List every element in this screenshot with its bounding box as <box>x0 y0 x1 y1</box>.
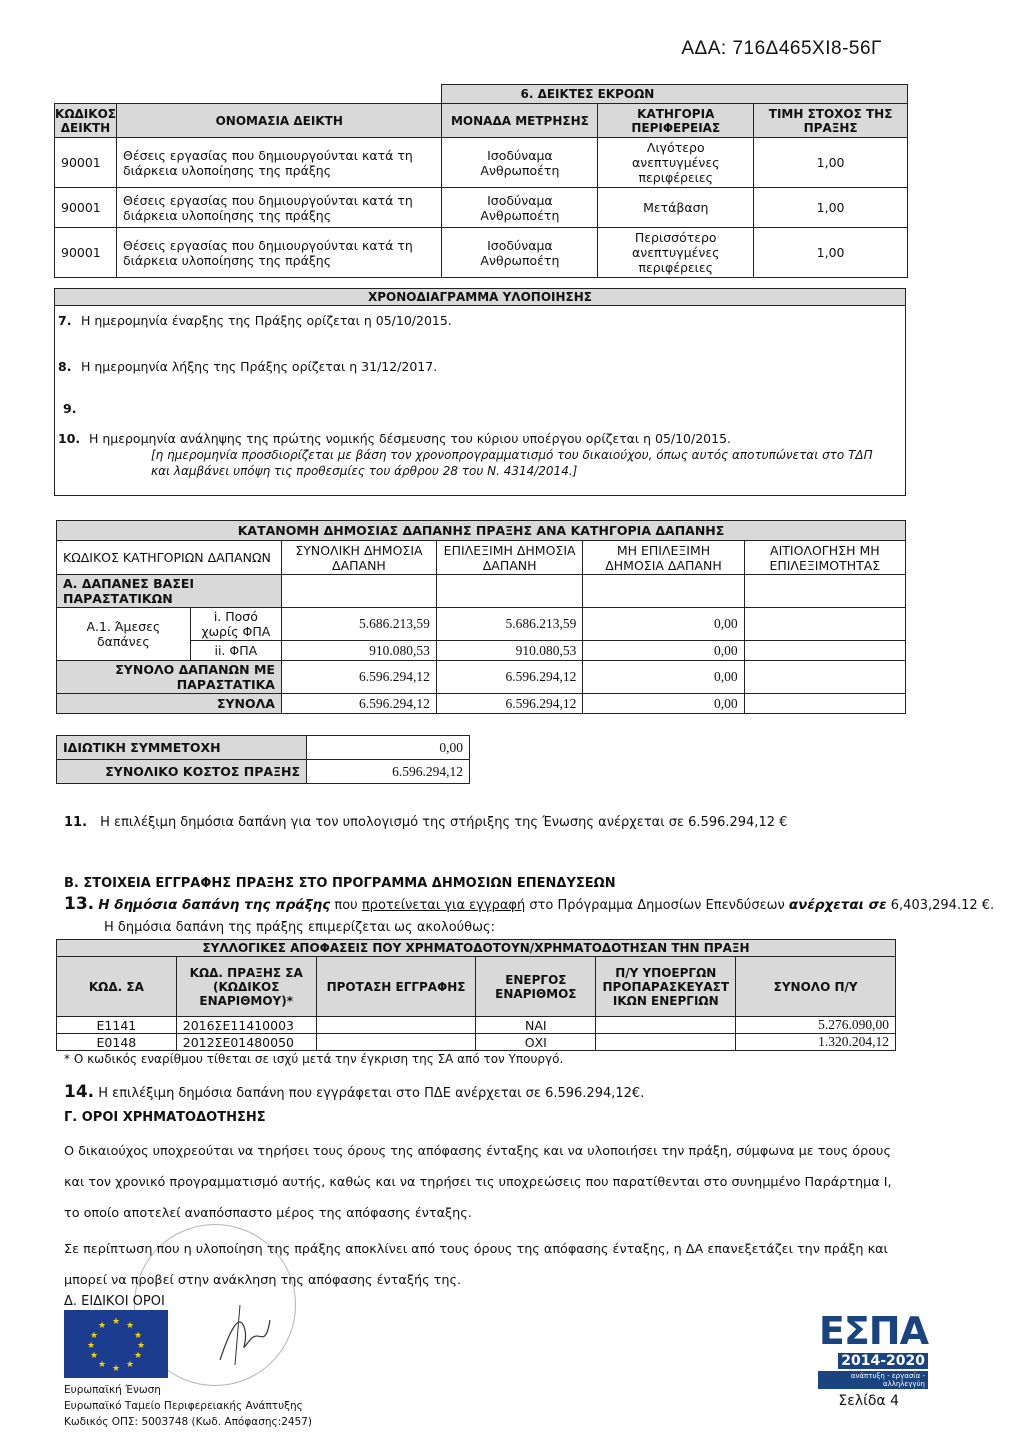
footer-ops-code: Κωδικός ΟΠΣ: 5003748 (Κωδ. Απόφασης:2457) <box>64 1416 313 1428</box>
item-13-rest: στο Πρόγραμμα Δημοσίων Επενδύσεων <box>529 898 785 913</box>
funding-active: ΟΧΙ <box>476 1034 596 1051</box>
footer-fund: Ευρωπαϊκό Ταμείο Περιφερειακής Ανάπτυξης <box>64 1400 303 1412</box>
header-code: ΚΩΔΙΚΟΣ ΔΕΙΚΤΗ <box>55 104 117 138</box>
item-13 <box>64 894 994 914</box>
funding-prep <box>596 1034 736 1051</box>
a1-label: Α.1. Άμεσες δαπάνες <box>57 608 191 661</box>
item-13-line2: Η δημόσια δαπάνη της πράξης επιμερίζεται ως ακολούθως: <box>104 920 496 935</box>
header-unit: ΜΟΝΑΔΑ ΜΕΤΡΗΣΗΣ <box>442 104 598 138</box>
item-number: 10. <box>58 431 81 446</box>
item-14-text: Η επιλέξιμη δημόσια δαπάνη που εγγράφεται στο ΠΔΕ ανέρχεται σε 6.596.294,12€. <box>98 1086 645 1101</box>
col-code: ΚΩΔΙΚΟΣ ΚΑΤΗΓΟΡΙΩΝ ΔΑΠΑΝΩΝ <box>57 541 282 575</box>
section-b-title: Β. ΣΤΟΙΧΕΙΑ ΕΓΓΡΑΦΗΣ ΠΡΑΞΗΣ ΣΤΟ ΠΡΟΓΡΑΜΜΑ ΔΗΜΟΣΙΩΝ ΕΠΕΝΔΥΣΕΩΝ <box>64 876 616 891</box>
funding-sa: Ε0148 <box>57 1034 177 1051</box>
item-number: 14. <box>64 1082 95 1102</box>
indicator-target: 1,00 <box>754 188 908 228</box>
funding-proposal <box>316 1034 476 1051</box>
sum-non: 0,00 <box>583 661 744 694</box>
section-c-title: Γ. ΟΡΟΙ ΧΡΗΜΑΤΟΔΟΤΗΣΗΣ <box>64 1110 266 1125</box>
indicator-name: Θέσεις εργασίας που δημιουργούνται κατά τη διάρκεια υλοποίησης της πράξης <box>116 138 442 188</box>
item-13-bold2: ανέρχεται σε <box>788 897 887 913</box>
header-proposal: ΠΡΟΤΑΣΗ ΕΓΓΡΑΦΗΣ <box>316 957 476 1017</box>
item-13-mid: που <box>334 898 358 913</box>
item-11-text: Η επιλέξιμη δημόσια δαπάνη για τον υπολογισμό της στήριξης της Ένωσης ανέρχεται σε 6.596.294,12 € <box>100 815 788 830</box>
sub-ii-non: 0,00 <box>583 641 744 661</box>
col-non-eligible: ΜΗ ΕΠΙΛΕΞΙΜΗ ΔΗΜΟΣΙΑ ΔΑΠΑΝΗ <box>583 541 744 575</box>
sub-i-eligible: 5.686.213,59 <box>436 608 582 641</box>
private-table <box>56 735 470 784</box>
funding-prep <box>596 1017 736 1034</box>
item-number: 13. <box>64 894 95 914</box>
indicator-category: Λιγότερο ανεπτυγμένες περιφέρειες <box>598 138 754 188</box>
funding-row <box>57 1034 896 1051</box>
header-category: ΚΑΤΗΓΟΡΙΑ ΠΕΡΙΦΕΡΕΙΑΣ <box>598 104 754 138</box>
funding-row <box>57 1017 896 1034</box>
signature-icon <box>210 1300 280 1370</box>
funding-code: 2012ΣΕ01480050 <box>176 1034 316 1051</box>
header-prep: Π/Υ ΥΠΟΕΡΓΩΝ ΠΡΟΠΑΡΑΣΚΕΥΑΣΤ ΙΚΩΝ ΕΝΕΡΓΙΩΝ <box>596 957 736 1017</box>
private-label: ΙΔΙΩΤΙΚΗ ΣΥΜΜΕΤΟΧΗ <box>57 736 307 760</box>
indicator-unit: Ισοδύναμα Ανθρωποέτη <box>442 138 598 188</box>
footer-eu-text <box>64 1382 312 1430</box>
indicator-unit: Ισοδύναμα Ανθρωποέτη <box>442 228 598 278</box>
sum-label: ΣΥΝΟΛΟ ΔΑΠΑΝΩΝ ΜΕ ΠΑΡΑΣΤΑΤΙΚΑ <box>57 661 282 694</box>
timeline-title: ΧΡΟΝΟΔΙΑΓΡΑΜΜΑ ΥΛΟΠΟΙΗΣΗΣ <box>55 289 905 306</box>
indicator-target: 1,00 <box>754 228 908 278</box>
funding-active: ΝΑΙ <box>476 1017 596 1034</box>
item-14 <box>64 1082 644 1102</box>
item-13-bold: Η δημόσια δαπάνη της πράξης <box>98 897 331 913</box>
timeline-item-8 <box>55 359 437 374</box>
indicator-unit: Ισοδύναμα Ανθρωποέτη <box>442 188 598 228</box>
espa-years: 2014-2020 <box>838 1353 928 1369</box>
col-total: ΣΥΝΟΛΙΚΗ ΔΗΜΟΣΙΑ ΔΑΠΑΝΗ <box>281 541 436 575</box>
col-justification: ΑΙΤΙΟΛΟΓΗΣΗ ΜΗ ΕΠΙΛΕΞΙΜΟΤΗΤΑΣ <box>744 541 905 575</box>
footer-eu: Ευρωπαϊκή Ένωση <box>64 1384 161 1396</box>
indicator-code: 90001 <box>55 228 117 278</box>
indicator-name: Θέσεις εργασίας που δημιουργούνται κατά τη διάρκεια υλοποίησης της πράξης <box>116 188 442 228</box>
espa-tagline: ανάπτυξη - εργασία - αλληλεγγύη <box>818 1371 928 1389</box>
timeline-item-9 <box>55 401 77 416</box>
indicator-code: 90001 <box>55 188 117 228</box>
totals-eligible: 6.596.294,12 <box>436 694 582 714</box>
start-date-text: Η ημερομηνία έναρξης της Πράξης ορίζεται η 05/10/2015. <box>80 313 452 328</box>
sub-i-non: 0,00 <box>583 608 744 641</box>
indicator-target: 1,00 <box>754 138 908 188</box>
sub-i-label: i. Ποσό χωρίς ΦΠΑ <box>190 608 281 641</box>
funding-total: 5.276.090,00 <box>736 1017 896 1034</box>
sub-i-total: 5.686.213,59 <box>281 608 436 641</box>
item-number: 9. <box>63 401 77 416</box>
ada-code: ΑΔΑ: 716Δ465ΧΙ8-56Γ <box>681 38 882 59</box>
sub-ii-total: 910.080,53 <box>281 641 436 661</box>
item-11 <box>64 815 787 830</box>
item-number: 7. <box>58 313 72 328</box>
totals-non: 0,00 <box>583 694 744 714</box>
sum-eligible: 6.596.294,12 <box>436 661 582 694</box>
funding-proposal <box>316 1017 476 1034</box>
allocation-table <box>56 520 906 714</box>
header-total: ΣΥΝΟΛΟ Π/Υ <box>736 957 896 1017</box>
header-target: ΤΙΜΗ ΣΤΟΧΟΣ ΤΗΣ ΠΡΑΞΗΣ <box>754 104 908 138</box>
sub-ii-eligible: 910.080,53 <box>436 641 582 661</box>
indicator-category: Περισσότερο ανεπτυγμένες περιφέρειες <box>598 228 754 278</box>
header-sa: ΚΩΔ. ΣΑ <box>57 957 177 1017</box>
sub-ii-label: ii. ΦΠΑ <box>190 641 281 661</box>
header-active: ΕΝΕΡΓΟΣ ΕΝΑΡΙΘΜΟΣ <box>476 957 596 1017</box>
indicator-row <box>55 138 908 188</box>
item-number: 8. <box>58 359 72 374</box>
eu-flag-icon: ★ ★ ★ ★ ★ ★ ★ ★ ★ ★ ★ ★ <box>64 1310 168 1378</box>
section-d-title: Δ. ΕΙΔΙΚΟΙ ΟΡΟΙ <box>64 1294 165 1309</box>
timeline-box <box>54 288 906 496</box>
private-value: 0,00 <box>307 736 470 760</box>
indicators-caption: 6. ΔΕΙΚΤΕΣ ΕΚΡΟΩΝ <box>442 85 908 104</box>
item-13-amount: 6,403,294.12 €. <box>890 898 995 913</box>
funding-code: 2016ΣΕ11410003 <box>176 1017 316 1034</box>
funding-title: ΣΥΛΛΟΓΙΚΕΣ ΑΠΟΦΑΣΕΙΣ ΠΟΥ ΧΡΗΜΑΤΟΔΟΤΟΥΝ/ΧΡΗΜΑΤΟΔΟΤΗΣΑΝ ΤΗΝ ΠΡΑΞΗ <box>57 940 896 957</box>
commitment-date-text: Η ημερομηνία ανάληψης της πρώτης νομικής δέσμευσης του κύριου υποέργου ορίζεται η 05/10/2015. <box>88 431 732 446</box>
espa-word: ΕΣΠΑ <box>818 1309 928 1353</box>
timeline-item-7 <box>55 313 452 328</box>
funding-table <box>56 939 896 1051</box>
indicator-code: 90001 <box>55 138 117 188</box>
section-a-label: Α. ΔΑΠΑΝΕΣ ΒΑΣΕΙ ΠΑΡΑΣΤΑΤΙΚΩΝ <box>57 575 282 608</box>
funding-footnote: * Ο κωδικός εναρίθμου τίθεται σε ισχύ μετά την έγκριση της ΣΑ από τον Υπουργό. <box>64 1052 564 1066</box>
sum-total: 6.596.294,12 <box>281 661 436 694</box>
end-date-text: Η ημερομηνία λήξης της Πράξης ορίζεται η 31/12/2017. <box>80 359 438 374</box>
page-number: Σελίδα 4 <box>838 1393 899 1409</box>
header-name: ΟΝΟΜΑΣΙΑ ΔΕΙΚΤΗ <box>116 104 442 138</box>
header-project-code: ΚΩΔ. ΠΡΑΞΗΣ ΣΑ (ΚΩΔΙΚΟΣ ΕΝΑΡΙΘΜΟΥ)* <box>176 957 316 1017</box>
funding-sa: Ε1141 <box>57 1017 177 1034</box>
total-cost-value: 6.596.294,12 <box>307 760 470 784</box>
timeline-note: [η ημερομηνία προσδιορίζεται με βάση τον χρονοπρογραμματισμό του δικαιούχου, όπως αυτός αποτυπώνεται στο ΤΔΠ και λαμβάνει υπόψη τις προθεσμίες του άρθρου 28 του Ν. 4314/2014.] <box>151 448 873 478</box>
indicator-row <box>55 228 908 278</box>
section-c-para1: Ο δικαιούχος υποχρεούται να τηρήσει τους όρους της απόφασης ένταξης και να υλοποιήσει την πράξη, σύμφωνα με τους όρους και τον χρονικό προγραμματισμό αυτής, καθώς και να τηρήσει τις υποχρεώσεις που παρατίθενται στο συνημμένο Παράρτημα Ι, το οποίο αποτελεί αναπόσπαστο μέρος της απόφασης ένταξης. <box>64 1144 892 1221</box>
total-cost-label: ΣΥΝΟΛΙΚΟ ΚΟΣΤΟΣ ΠΡΑΞΗΣ <box>57 760 307 784</box>
item-number: 11. <box>64 815 88 830</box>
col-eligible: ΕΠΙΛΕΞΙΜΗ ΔΗΜΟΣΙΑ ΔΑΠΑΝΗ <box>436 541 582 575</box>
indicator-name: Θέσεις εργασίας που δημιουργούνται κατά τη διάρκεια υλοποίησης της πράξης <box>116 228 442 278</box>
section-c-para2: Σε περίπτωση που η υλοποίηση της πράξης αποκλίνει από τους όρους της απόφασης ένταξης, η ΔΑ επανεξετάζει την πράξη και μπορεί να προβεί στην ανάκληση της απόφασης ένταξής της. <box>64 1242 888 1288</box>
item-13-underlined: προτείνεται για εγγραφή <box>361 898 526 913</box>
indicator-row <box>55 188 908 228</box>
allocation-title: ΚΑΤΑΝΟΜΗ ΔΗΜΟΣΙΑΣ ΔΑΠΑΝΗΣ ΠΡΑΞΗΣ ΑΝΑ ΚΑΤΗΓΟΡΙΑ ΔΑΠΑΝΗΣ <box>57 521 906 541</box>
totals-total: 6.596.294,12 <box>281 694 436 714</box>
indicators-table <box>54 84 908 278</box>
timeline-item-10 <box>55 431 731 446</box>
espa-logo <box>818 1309 928 1390</box>
funding-total: 1.320.204,12 <box>736 1034 896 1051</box>
totals-label: ΣΥΝΟΛΑ <box>57 694 282 714</box>
indicator-category: Μετάβαση <box>598 188 754 228</box>
